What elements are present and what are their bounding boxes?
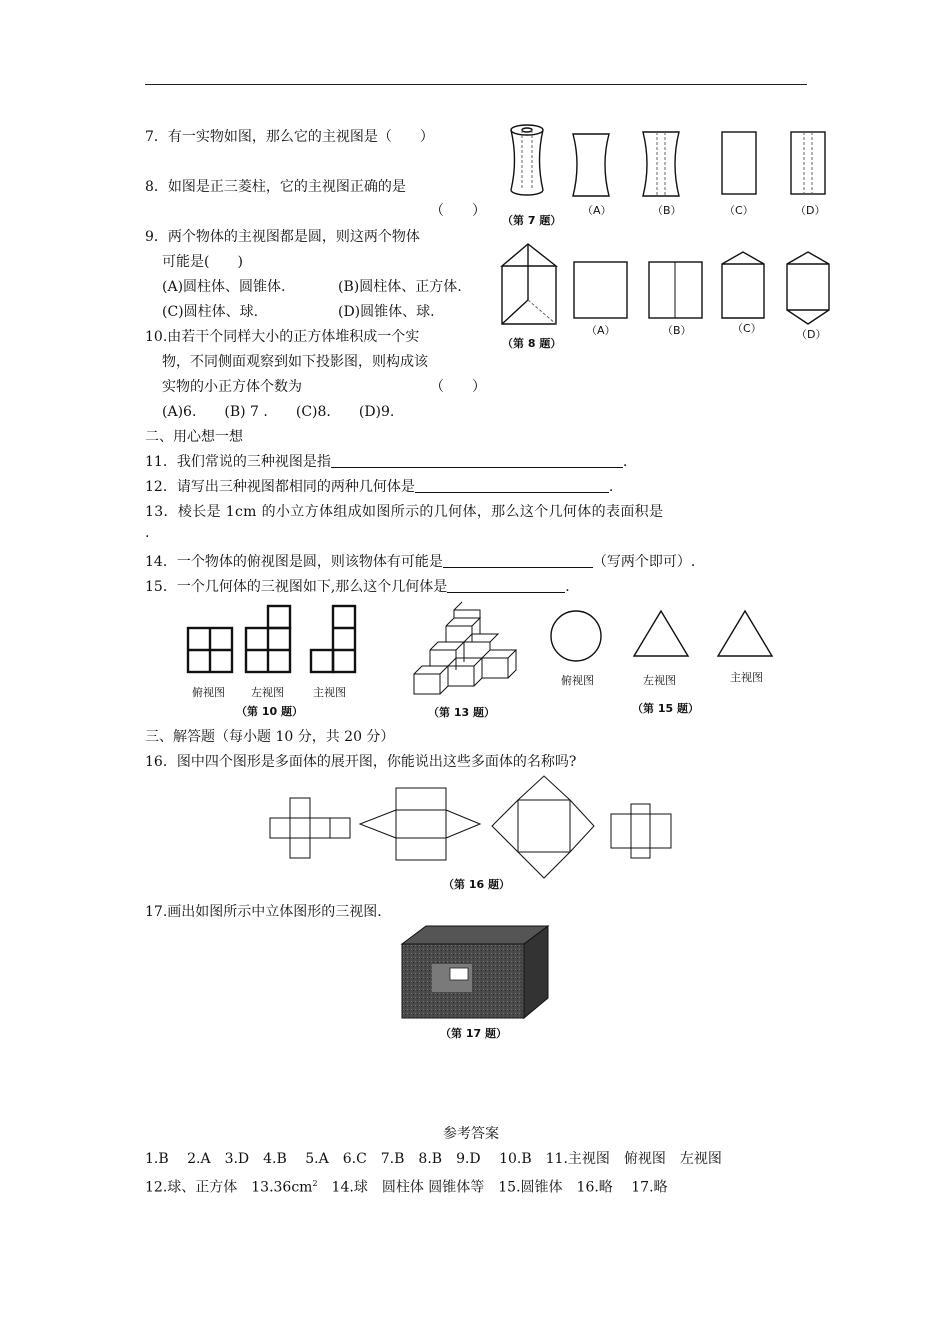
answers-line-2: 12.球、正方体 $13.36cm^2$ 14.球 圆柱体 圆锥体等 15.圆锥体 16.略 17.略 [145, 1179, 668, 1196]
option-a-label: （A） [586, 324, 616, 337]
caption-13: （第 13 题） [428, 706, 495, 719]
header-rule [145, 84, 807, 85]
question-10-line3: 实物的小正方体个数为 [162, 379, 302, 395]
question-10-answer-paren: （ ） [430, 379, 486, 395]
label-left-view: 左视图 [643, 674, 676, 687]
question-11: 11．我们常说的三种视图是指 . [145, 454, 628, 470]
caption-10: （第 10 题） [236, 705, 303, 718]
caption-7: （第 7 题） [502, 214, 562, 227]
caption-16: （第 16 题） [443, 878, 510, 891]
question-9-option-d: (D)圆锥体、球. [338, 304, 435, 320]
question-8-answer-paren: （ ） [430, 203, 486, 219]
question-13-dot: . [145, 525, 150, 541]
answer-blank[interactable] [415, 478, 609, 493]
question-17: 17.画出如图所示中立体图形的三视图. [145, 904, 382, 920]
question-16: 16．图中四个图形是多面体的展开图，你能说出这些多面体的名称吗? [145, 754, 577, 770]
figure-10 [186, 604, 366, 676]
option-d-label: （D） [795, 204, 826, 217]
question-13: 13．棱长是 1cm 的小立方体组成如图所示的几何体，那么这个几何体的表面积是 [145, 504, 664, 520]
option-c-label: （C） [732, 322, 762, 335]
question-9-line1: 9．两个物体的主视图都是圆，则这两个物体 [145, 229, 420, 245]
answers-line-1: 1.B 2.A 3.D 4.B 5.A 6.C 7.B 8.B 9.D 10.B 11.主视图 俯视图 左视图 [145, 1151, 722, 1167]
figure-17 [398, 924, 552, 1020]
question-12: 12．请写出三种视图都相同的两种几何体是 . [145, 479, 614, 495]
option-c-label: （C） [724, 204, 754, 217]
question-10-line2: 物，不同侧面观察到如下投影图，则构成该 [162, 354, 428, 370]
figure-15 [548, 608, 788, 668]
section-2-title: 二、用心想一想 [145, 429, 243, 445]
question-9-line2: 可能是( ) [162, 254, 243, 270]
question-10-options: (A)6. (B) 7 . (C)8. (D)9. [162, 404, 395, 420]
caption-17: （第 17 题） [440, 1027, 507, 1040]
caption-15: （第 15 题） [632, 702, 699, 715]
question-9-option-a: (A)圆柱体、圆锥体. [162, 279, 286, 295]
figure-16 [268, 780, 678, 880]
question-9-option-b: (B)圆柱体、正方体. [338, 279, 462, 295]
label-top-view: 俯视图 [192, 686, 225, 699]
answer-blank[interactable] [443, 553, 593, 568]
figure-8 [498, 240, 838, 330]
question-8: 8．如图是正三菱柱，它的主视图正确的是 [145, 179, 406, 195]
option-d-label: （D） [796, 328, 827, 341]
question-9-option-c: (C)圆柱体、球. [162, 304, 259, 320]
answer-blank[interactable] [447, 578, 565, 593]
answers-title: 参考答案 [443, 1126, 499, 1142]
figure-13 [410, 606, 520, 698]
answer-blank[interactable] [331, 453, 623, 468]
label-front-view: 主视图 [313, 686, 346, 699]
option-a-label: （A） [582, 204, 612, 217]
question-7: 7．有一实物如图，那么它的主视图是（ ） [145, 129, 434, 145]
label-top-view: 俯视图 [561, 674, 594, 687]
caption-8: （第 8 题） [502, 337, 562, 350]
option-b-label: （B） [662, 324, 692, 337]
question-14: 14．一个物体的俯视图是圆，则该物体有可能是 （写两个即可）. [145, 554, 696, 570]
question-10-line1: 10.由若干个同样大小的正方体堆积成一个实 [145, 329, 420, 345]
figure-7 [500, 124, 840, 204]
label-left-view: 左视图 [251, 686, 284, 699]
question-15: 15．一个几何体的三视图如下,那么这个几何体是 . [145, 579, 570, 595]
option-b-label: （B） [652, 204, 682, 217]
section-3-title: 三、解答题（每小题 10 分，共 20 分） [145, 729, 395, 745]
label-front-view: 主视图 [730, 671, 763, 684]
